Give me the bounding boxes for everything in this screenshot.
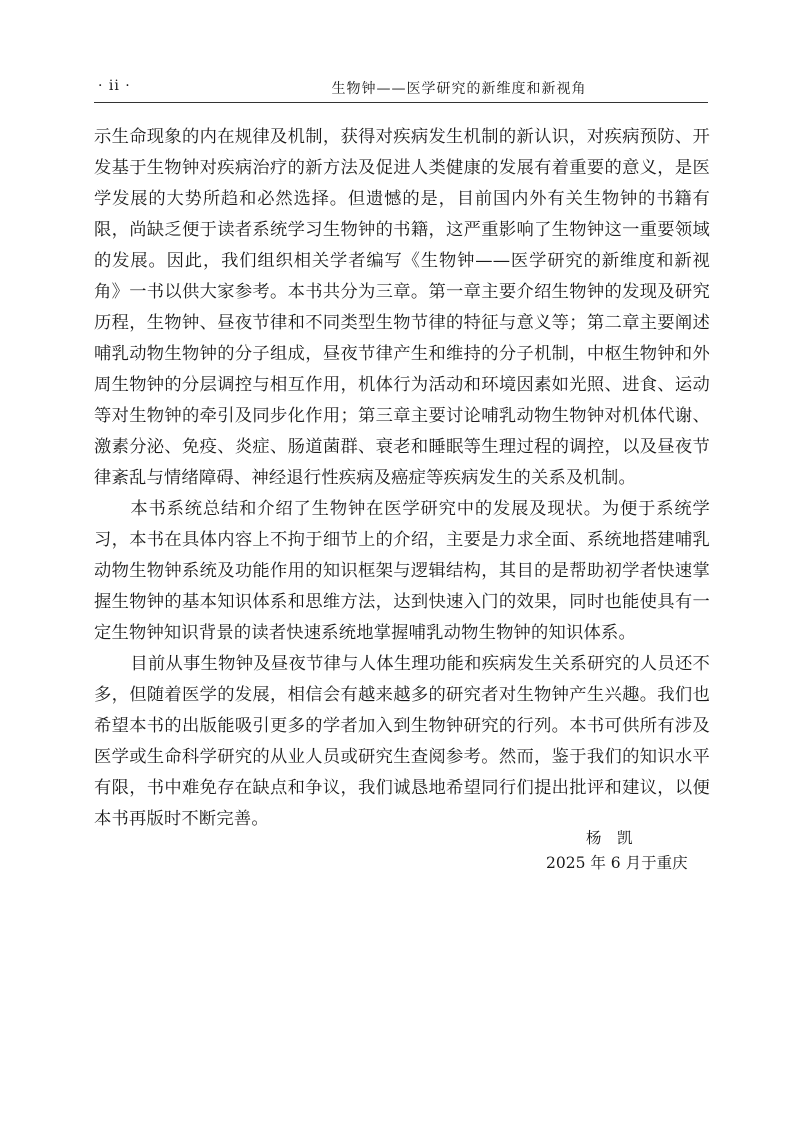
body-text — [94, 122, 710, 835]
page-header — [94, 76, 708, 103]
date-place: 2025 年 6 月于重庆 — [546, 854, 688, 872]
paragraph: 本书系统总结和介绍了生物钟在医学研究中的发展及现状。为便于系统学习，本书在具体内容上不拘于细节上的介绍，主要是力求全面、系统地搭建哺乳动物生物钟系统及功能作用的知识框架与逻辑结构，其目的是帮助初学者快速掌握生物钟的基本知识体系和思维方法，达到快速入门的效果，同时也能使具有一定生物钟知识背景的读者快速系统地掌握哺乳动物生物钟的知识体系。 — [94, 499, 710, 643]
running-title: 生物钟——医学研究的新维度和新视角 — [331, 81, 587, 97]
paragraph-continued: 示生命现象的内在规律及机制，获得对疾病发生机制的新认识，对疾病预防、开发基于生物钟对疾病治疗的新方法及促进人类健康的发展有着重要的意义，是医学发展的大势所趋和必然选择。但遗憾的是，目前国内外有关生物钟的书籍有限，尚缺乏便于读者系统学习生物钟的书籍，这严重影响了生物钟这一重要领域的发展。因此，我们组织相关学者编写《生物钟——医学研究的新维度和新视角》一书以供大家参考。本书共分为三章。第一章主要介绍生物钟的发现及研究历程，生物钟、昼夜节律和不同类型生物节律的特征与意义等；第二章主要阐述哺乳动物生物钟的分子组成，昼夜节律产生和维持的分子机制，中枢生物钟和外周生物钟的分层调控与相互作用，机体行为活动和环境因素如光照、进食、运动等对生物钟的牵引及同步化作用；第三章主要讨论哺乳动物生物钟对机体代谢、激素分泌、免疫、炎症、肠道菌群、衰老和睡眠等生理过程的调控，以及昼夜节律紊乱与情绪障碍、神经退行性疾病及癌症等疾病发生的关系及机制。 — [94, 127, 710, 488]
author-name: 杨凯 — [586, 829, 649, 847]
page-number: · ii · — [98, 78, 131, 94]
paragraph: 目前从事生物钟及昼夜节律与人体生理功能和疾病发生关系研究的人员还不多，但随着医学的发展，相信会有越来越多的研究者对生物钟产生兴趣。我们也希望本书的出版能吸引更多的学者加入到生物钟研究的行列。本书可供所有涉及医学或生命科学研究的从业人员或研究生查阅参考。然而，鉴于我们的知识水平有限，书中难免存在缺点和争议，我们诚恳地希望同行们提出批评和建议，以便本书再版时不断完善。 — [94, 654, 710, 829]
